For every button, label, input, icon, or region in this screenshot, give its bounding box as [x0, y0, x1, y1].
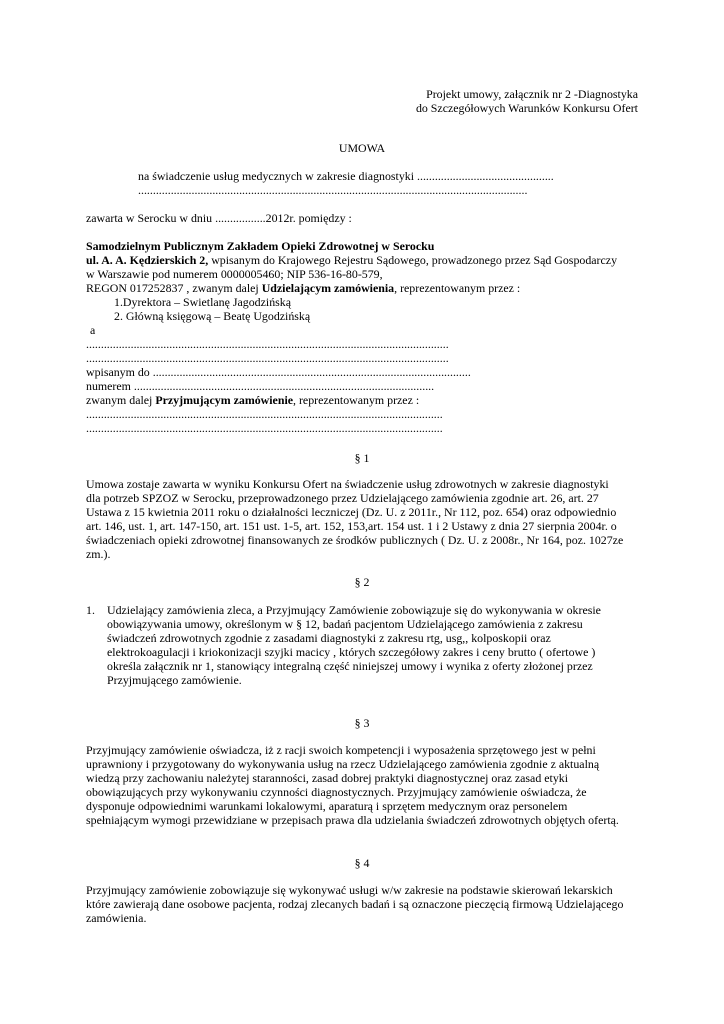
party2-dots-2: .......................................................................................................................... — [86, 351, 449, 365]
section-2-line: Przyjmującego zamówienie. — [107, 673, 242, 687]
party1-name: Samodzielnym Publicznym Zakładem Opieki Zdrowotnej w Serocku — [86, 239, 435, 253]
party1-regon — [86, 281, 520, 295]
section-2-item-number: 1. — [86, 603, 95, 617]
section-4-line: zamówienia. — [86, 911, 147, 925]
section-2-line: Udzielający zamówienia zleca, a Przyjmujący Zamówienie zobowiązuje się do wykonywania w okresie — [107, 603, 601, 617]
section-3-heading: § 3 — [354, 716, 370, 730]
party1-registration: w Warszawie pod numerem 0000005460; NIP 536-16-80-579, — [86, 267, 383, 281]
and-conjunction: a — [90, 323, 96, 337]
section-2-line: świadczeń zdrowotnych zgodnie z zasadami diagnostyki z zakresu rtg, usg,, kolposkopii oraz — [107, 631, 551, 645]
section-3-line: uprawniony i przygotowany do wykonywania usług na rzecz Udzielającego zamówienia zgodnie z aktualną — [86, 757, 600, 771]
section-2-line: elektrokoagulacji i kriokonizacji szyjki macicy , których szczegółowy zakres i ceny brutto ( ofertowe ) — [107, 645, 596, 659]
section-1-line: Ustawa z 15 kwietnia 2011 roku o działalności leczniczej (Dz. U. z 2011r., Nr 112, poz. 654) oraz odpowiednio — [86, 505, 617, 519]
document-title: UMOWA — [338, 141, 386, 155]
section-1-heading: § 1 — [354, 451, 370, 465]
party2-role: Przyjmującym zamówienie — [155, 393, 294, 407]
section-3-line: obowiązujących przy wykonywaniu czynności diagnostycznych. Przyjmujący zamówienie oświadcza, że — [86, 785, 587, 799]
party2-dots-1: .......................................................................................................................... — [86, 337, 449, 351]
section-3-line: wiedzą przy zachowaniu należytej staranności, zasad dobrej praktyki diagnostycznej oraz zasad etyki — [86, 771, 569, 785]
header-line-2: do Szczegółowych Warunków Konkursu Ofert — [415, 101, 638, 115]
party2-called — [86, 393, 419, 407]
party2-dots-4: ........................................................................................................................ — [86, 421, 443, 435]
section-2-heading: § 2 — [354, 575, 370, 589]
party1-regon-pre: REGON 017252837 , zwanym dalej — [86, 281, 262, 295]
section-1-line: art. 146, ust. 1, art. 147-150, art. 151 ust. 1-5, art. 152, 153,art. 154 ust. 1 i 2 Ustawy z dnia 27 sierpnia 2004r. o — [86, 519, 617, 533]
section-4-line: Przyjmujący zamówienie zobowiązuje się wykonywać usługi w/w zakresie na podstawie skierowań lekarskich — [86, 883, 613, 897]
party1-address — [86, 253, 617, 267]
party2-called-post: , reprezentowanym przez : — [293, 393, 420, 407]
section-2-line: obowiązywania umowy, określonym w § 12, badań pacjentom Udzielającego zamówienia z zakresu — [107, 617, 583, 631]
party1-address-rest: wpisanym do Krajowego Rejestru Sądowego, prowadzonego przez Sąd Gospodarczy — [208, 253, 618, 267]
party1-address-bold: ul. A. A. Kędzierskich 2, — [86, 253, 209, 267]
party2-called-pre: zwanym dalej — [86, 393, 156, 407]
section-3-line: Przyjmujący zamówienie oświadcza, iż z racji swoich kompetencji i wyposażenia sprzętowego jest w pełni — [86, 743, 596, 757]
section-4-line: które zawierają dane osobowe pacjenta, rodzaj zlecanych badań i są oznaczone pieczęcią firmową Udzielającego — [86, 897, 624, 911]
section-4-heading: § 4 — [354, 856, 370, 870]
party1-role: Udzielającym zamówienia — [261, 281, 395, 295]
section-3-line: dysponuje odpowiednimi warunkami lokalowymi, aparaturą i sprzętem medycznym oraz personelem — [86, 799, 568, 813]
section-2-line: określa załącznik nr 1, stanowiący integralną część niniejszej umowy i wynika z oferty złożonej przez — [107, 659, 593, 673]
subject-line-1: na świadczenie usług medycznych w zakresie diagnostyki .............................................. — [138, 169, 554, 183]
header-line-1: Projekt umowy, załącznik nr 2 -Diagnostyka — [426, 87, 638, 101]
party1-regon-post: , reprezentowanym przez : — [394, 281, 521, 295]
party2-number: numerem ..................................................................................................... — [86, 379, 435, 393]
section-1-line: Umowa zostaje zawarta w wyniku Konkursu Ofert na świadczenie usług zdrowotnych w zakresie diagnostyki — [86, 477, 609, 491]
section-1-line: zm.). — [86, 547, 111, 561]
party2-dots-3: ........................................................................................................................ — [86, 407, 443, 421]
subject-line-2: ................................................................................................................................... — [138, 183, 528, 197]
date-line: zawarta w Serocku w dniu .................2012r. pomiędzy : — [86, 211, 352, 225]
party2-registered: wpisanym do ........................................................................................................... — [86, 365, 471, 379]
party1-rep-1: 1.Dyrektora – Swietlanę Jagodzińską — [114, 295, 291, 309]
section-1-line: świadczeniach opieki zdrowotnej finansowanych ze środków publicznych ( Dz. U. z 2008r., Nr 164, poz. 1027ze — [86, 533, 624, 547]
section-1-line: dla potrzeb SPZOZ w Serocku, przeprowadzonego przez Udzielającego zamówienia zgodnie art. 26, art. 27 — [86, 491, 599, 505]
party1-rep-2: 2. Główną księgową – Beatę Ugodzińską — [114, 309, 311, 323]
section-3-line: spełniającym wymogi przewidziane w przepisach prawa dla udzielania świadczeń zdrowotnych objętych ofertą. — [86, 813, 619, 827]
